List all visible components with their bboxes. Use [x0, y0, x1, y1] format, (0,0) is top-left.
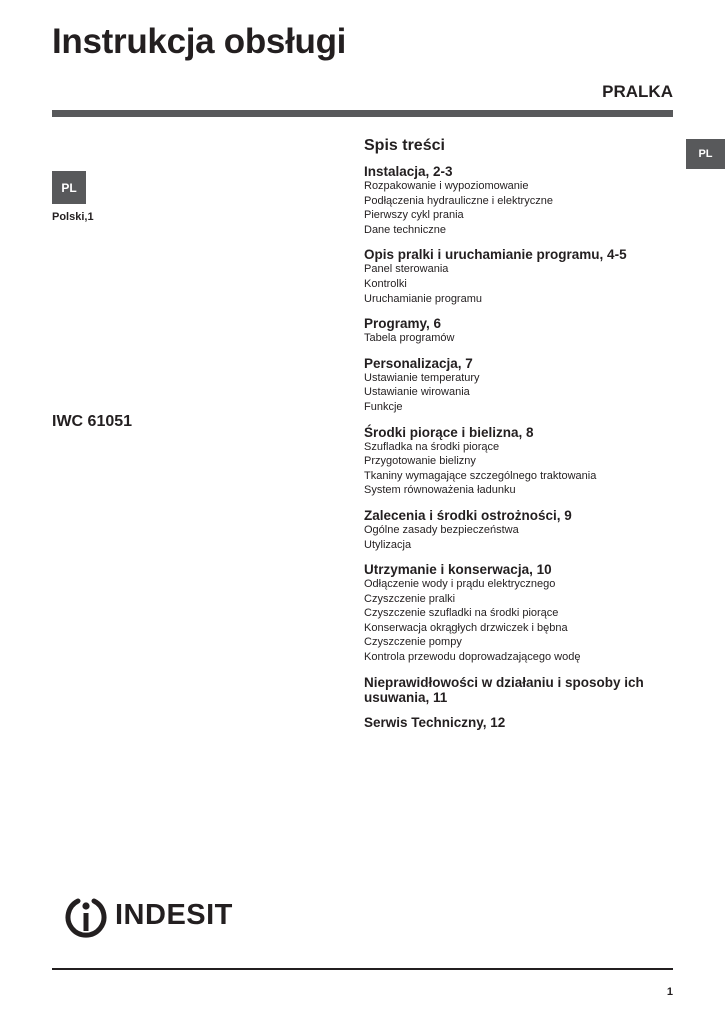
- product-type: PRALKA: [602, 82, 673, 101]
- language-badge: PL: [52, 171, 86, 204]
- toc-item: Ustawianie temperatury: [364, 371, 480, 384]
- model-number: IWC 61051: [52, 413, 133, 430]
- toc-item: Przygotowanie bielizny: [364, 455, 476, 468]
- toc-section: [364, 675, 684, 705]
- toc-item: Utylizacja: [364, 538, 412, 551]
- brand-logo-text: INDESIT: [115, 899, 233, 931]
- toc-item: Czyszczenie szufladki na środki piorące: [364, 607, 559, 620]
- toc-section: [364, 715, 684, 730]
- toc-section-title: Programy, 6: [364, 316, 442, 332]
- toc-section: [364, 562, 684, 665]
- toc-section: [364, 247, 684, 306]
- toc-section-title: Nieprawidłowości w działaniu i sposoby ich usuwania, 11: [364, 674, 644, 705]
- language-tab: PL: [686, 139, 725, 169]
- footer-divider: [52, 968, 673, 970]
- toc-item: Odłączenie wody i prądu elektrycznego: [364, 578, 556, 591]
- table-of-contents: [364, 137, 684, 740]
- toc-item: Uruchamianie programu: [364, 292, 482, 305]
- toc-section: [364, 356, 684, 415]
- toc-item: Ogólne zasady bezpieczeństwa: [364, 523, 519, 536]
- toc-section-title: Utrzymanie i konserwacja, 10: [364, 562, 552, 578]
- toc-item: Tabela programów: [364, 332, 455, 345]
- toc-section: [364, 508, 684, 552]
- toc-section-title: Instalacja, 2-3: [364, 164, 453, 179]
- toc-item: Funkcje: [364, 400, 403, 413]
- toc-sections: [364, 164, 684, 730]
- toc-item: Czyszczenie pompy: [364, 636, 462, 649]
- toc-item: Panel sterowania: [364, 263, 449, 276]
- toc-title: Spis treści: [364, 137, 445, 154]
- header-divider: [52, 110, 673, 117]
- toc-item: Podłączenia hydrauliczne i elektryczne: [364, 194, 553, 207]
- toc-item: Tkaniny wymagające szczególnego traktowania: [364, 469, 597, 482]
- toc-item: Rozpakowanie i wypoziomowanie: [364, 180, 529, 192]
- toc-section-title: Personalizacja, 7: [364, 355, 473, 371]
- toc-section: [364, 164, 684, 237]
- language-page-ref: Polski,1: [52, 211, 94, 223]
- toc-item: Pierwszy cykl prania: [364, 209, 464, 222]
- toc-item: Konserwacja okrągłych drzwiczek i bębna: [364, 621, 568, 634]
- page-title: Instrukcja obsługi: [52, 22, 347, 61]
- toc-section-title: Serwis Techniczny, 12: [364, 714, 506, 730]
- toc-item: Dane techniczne: [364, 223, 446, 236]
- page-number: 1: [666, 986, 673, 998]
- toc-section: [364, 425, 684, 498]
- toc-item: Szufladka na środki piorące: [364, 440, 500, 453]
- toc-section-title: Środki piorące i bielizna, 8: [364, 424, 534, 440]
- toc-item: Kontrola przewodu doprowadzającego wodę: [364, 651, 581, 664]
- toc-item: Ustawianie wirowania: [364, 386, 470, 399]
- toc-item: Kontrolki: [364, 277, 407, 290]
- toc-section-title: Zalecenia i środki ostrożności, 9: [364, 507, 572, 523]
- toc-item: System równoważenia ładunku: [364, 484, 516, 497]
- indesit-logo-icon: [64, 893, 108, 941]
- toc-section-title: Opis pralki i uruchamianie programu, 4-5: [364, 247, 627, 263]
- toc-item: Czyszczenie pralki: [364, 592, 456, 605]
- toc-section: [364, 316, 684, 346]
